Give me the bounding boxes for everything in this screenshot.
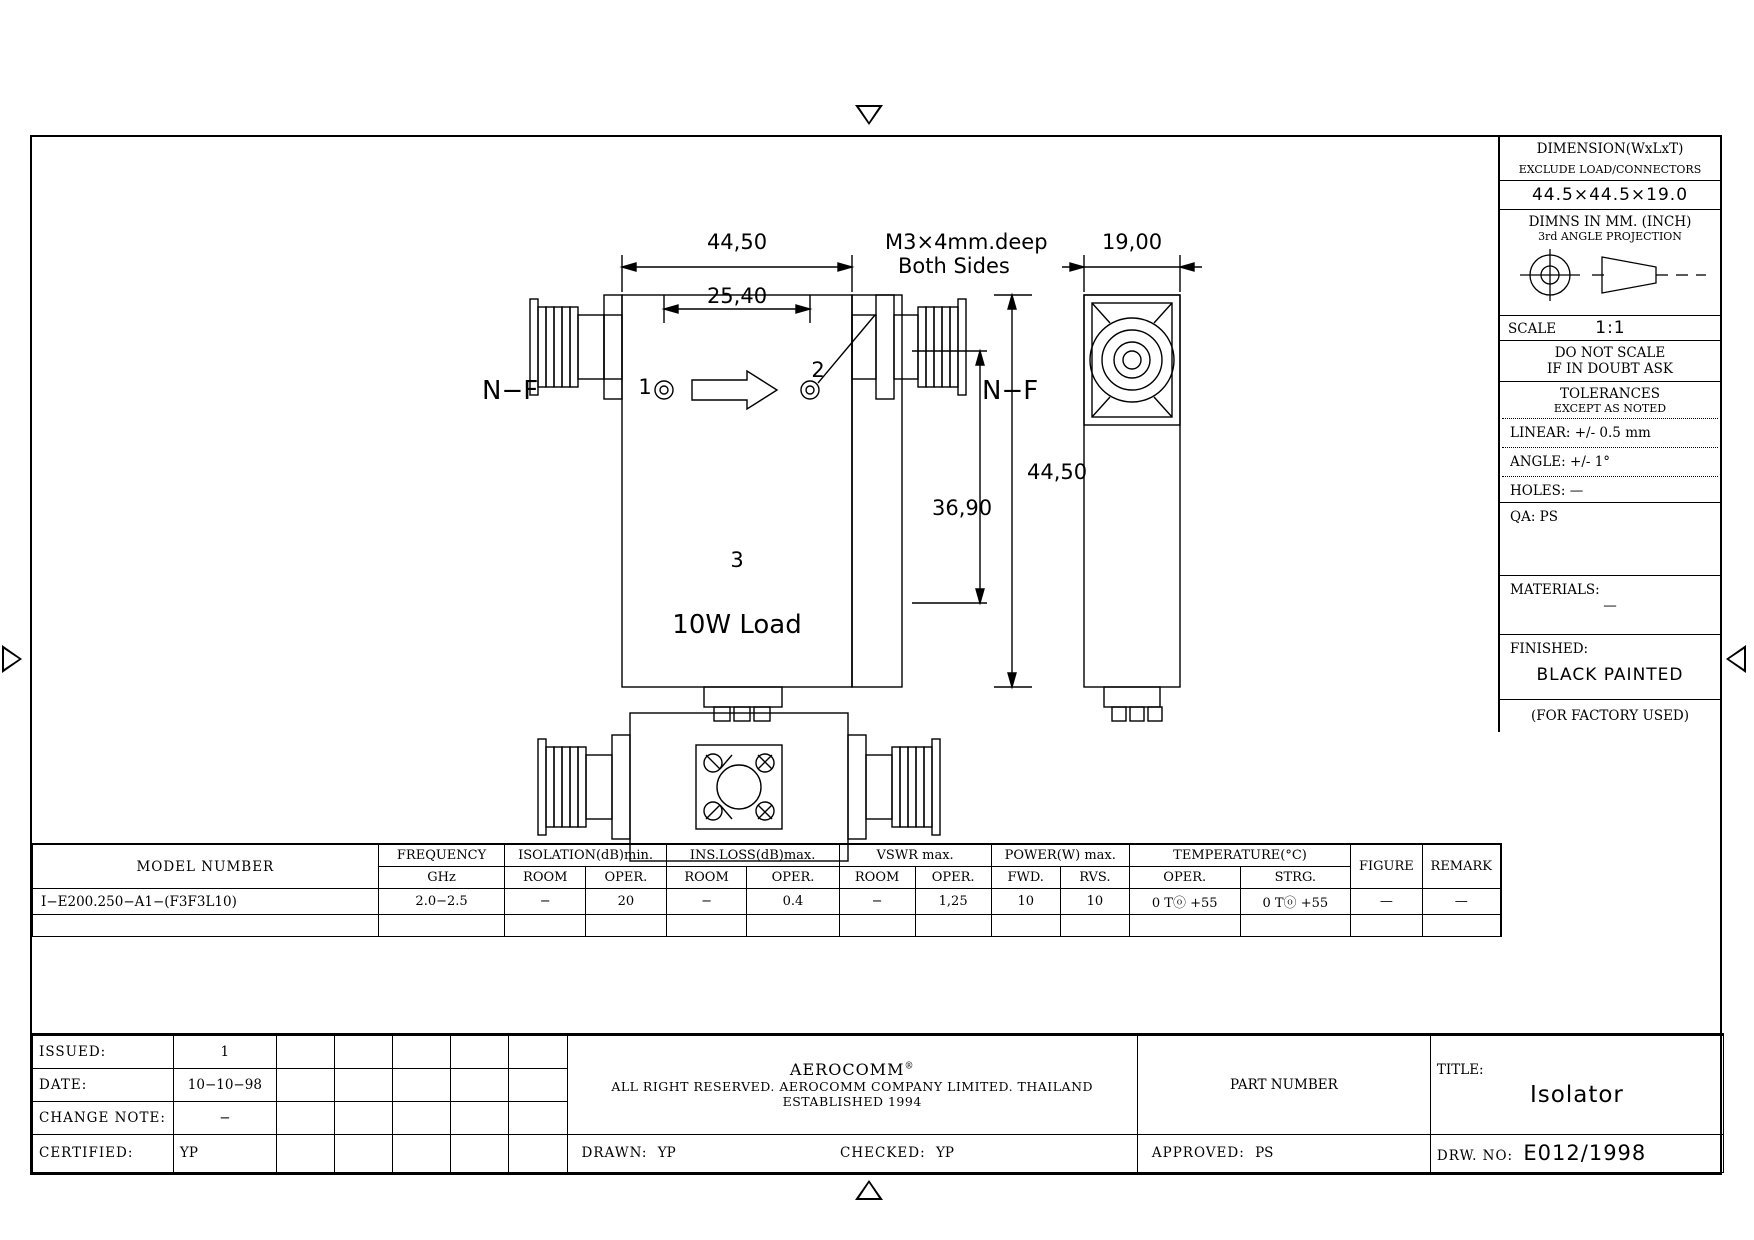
- factory-used-note: (FOR FACTORY USED): [1530, 708, 1690, 724]
- left-connector: [530, 295, 622, 399]
- rev-box-1: [276, 1036, 334, 1069]
- col-power-rvs: RVS.: [1060, 867, 1129, 889]
- approved-label: APPROVED:: [1151, 1145, 1245, 1162]
- col-temp-oper: OPER.: [1129, 867, 1240, 889]
- cell-empty: [839, 915, 915, 937]
- technical-drawing: [32, 137, 1502, 937]
- rev-box-7: [334, 1068, 392, 1101]
- rev-box-14: [451, 1101, 509, 1134]
- drw-no-label: DRW. NO:: [1436, 1148, 1514, 1165]
- tolerance-linear: LINEAR: +/- 0.5 mm: [1510, 425, 1651, 441]
- do-not-scale: DO NOT SCALE: [1554, 345, 1666, 361]
- cell-temp-strg: 0 Tⓞ +55: [1240, 889, 1351, 915]
- port-2-label: 2: [811, 358, 825, 382]
- registered-mark-icon: ®: [904, 1062, 915, 1073]
- drawn-value: YP: [657, 1145, 676, 1162]
- cell-empty: [1351, 915, 1422, 937]
- company-block: [567, 1036, 1137, 1135]
- rev-box-10: [509, 1068, 567, 1101]
- port-1-marker: [655, 381, 673, 399]
- cell-figure: —: [1351, 889, 1422, 915]
- scale-label: SCALE: [1508, 321, 1557, 337]
- cell-model: I−E200.250−A1−(F3F3L10): [33, 889, 379, 915]
- col-insloss-room: ROOM: [666, 867, 747, 889]
- company-name: AEROCOMM: [789, 1060, 905, 1080]
- title-block: [32, 1033, 1724, 1173]
- top-view: [538, 713, 940, 861]
- rev-box-6: [276, 1068, 334, 1101]
- drawing-sheet: [30, 135, 1722, 1175]
- if-in-doubt: IF IN DOUBT ASK: [1547, 361, 1673, 377]
- dim-36-90-label: 36,90: [932, 496, 993, 520]
- col-temp-strg: STRG.: [1240, 867, 1351, 889]
- screw-note-line1: M3×4mm.deep: [885, 230, 1048, 254]
- port-1-label: 1: [638, 375, 652, 399]
- port-2-marker: [801, 381, 819, 399]
- left-connector-label: N−F: [482, 376, 539, 406]
- dim-44-50-right-label: 44,50: [1027, 460, 1088, 484]
- cell-remark: —: [1422, 889, 1500, 915]
- title-block-title: [1430, 1036, 1723, 1135]
- col-model-number: MODEL NUMBER: [33, 845, 379, 889]
- materials-value: —: [1603, 598, 1617, 614]
- specification-table: [32, 843, 1502, 937]
- right-connector-label: N−F: [982, 376, 1039, 406]
- date-value: 10−10−98: [173, 1068, 276, 1101]
- tolerance-angle: ANGLE: +/- 1°: [1510, 454, 1611, 470]
- dim-36-90: [912, 351, 987, 603]
- certified-value: YP: [173, 1134, 276, 1172]
- cell-power-fwd: 10: [991, 889, 1060, 915]
- col-ins-loss: INS.LOSS(dB)max.: [666, 845, 839, 867]
- col-temperature: TEMPERATURE(°C): [1129, 845, 1350, 867]
- screw-note-leader: [818, 315, 875, 383]
- load-stub: [704, 687, 782, 721]
- dimension-header: DIMENSION(WxLxT): [1536, 141, 1684, 157]
- table-row: [33, 889, 1501, 915]
- scale-value: 1:1: [1595, 318, 1626, 338]
- center-tick-right-icon: [1726, 645, 1746, 673]
- issued-value: 1: [173, 1036, 276, 1069]
- col-isolation-room: ROOM: [505, 867, 586, 889]
- col-isolation-oper: OPER.: [586, 867, 667, 889]
- part-number-label: PART NUMBER: [1229, 1076, 1338, 1093]
- cell-empty: [915, 915, 991, 937]
- units-note: DIMNS IN MM. (INCH): [1528, 214, 1692, 230]
- cell-isolation-oper: 20: [586, 889, 667, 915]
- cell-empty: [378, 915, 505, 937]
- cell-frequency: 2.0−2.5: [378, 889, 505, 915]
- rev-box-11: [276, 1101, 334, 1134]
- col-vswr: VSWR max.: [839, 845, 991, 867]
- drw-no-value: E012/1998: [1523, 1141, 1647, 1166]
- col-vswr-oper: OPER.: [915, 867, 991, 889]
- side-view: [1062, 255, 1202, 721]
- cell-empty: [991, 915, 1060, 937]
- cell-empty: [505, 915, 586, 937]
- center-tick-left-icon: [2, 645, 22, 673]
- company-established: ESTABLISHED 1994: [782, 1094, 922, 1110]
- col-insloss-oper: OPER.: [747, 867, 839, 889]
- rev-box-3: [393, 1036, 451, 1069]
- cell-empty: [747, 915, 839, 937]
- projection-note: 3rd ANGLE PROJECTION: [1538, 230, 1682, 243]
- materials-label: MATERIALS:: [1510, 582, 1600, 598]
- company-rights: ALL RIGHT RESERVED. AEROCOMM COMPANY LIMITED. THAILAND: [611, 1079, 1094, 1095]
- tolerances-title: TOLERANCES: [1559, 386, 1661, 402]
- cell-empty: [33, 915, 379, 937]
- rev-box-13: [393, 1101, 451, 1134]
- date-label: DATE:: [33, 1068, 174, 1101]
- part-number-block: [1137, 1036, 1430, 1135]
- rev-box-20: [509, 1134, 567, 1172]
- cell-vswr-room: −: [839, 889, 915, 915]
- screw-note-line2: Both Sides: [898, 254, 1010, 278]
- rev-box-17: [334, 1134, 392, 1172]
- finished-label: FINISHED:: [1510, 641, 1589, 657]
- third-angle-projection-symbol: [1506, 243, 1716, 307]
- approved-field: [1137, 1134, 1430, 1172]
- center-tick-bottom-icon: [855, 1180, 883, 1200]
- cell-temp-oper: 0 Tⓞ +55: [1129, 889, 1240, 915]
- rev-box-2: [334, 1036, 392, 1069]
- drw-no-field: [1430, 1134, 1723, 1172]
- change-note-value: −: [173, 1101, 276, 1134]
- col-isolation: ISOLATION(dB)min.: [505, 845, 666, 867]
- drawn-field: [567, 1134, 1137, 1172]
- dim-44-50-right: [994, 295, 1032, 687]
- certified-label: CERTIFIED:: [33, 1134, 174, 1172]
- rev-box-15: [509, 1101, 567, 1134]
- col-vswr-room: ROOM: [839, 867, 915, 889]
- approved-value: PS: [1255, 1145, 1274, 1162]
- rev-box-5: [509, 1036, 567, 1069]
- center-tick-top-icon: [855, 105, 883, 125]
- cell-empty: [1240, 915, 1351, 937]
- cell-empty: [666, 915, 747, 937]
- rev-box-18: [393, 1134, 451, 1172]
- dim-25-40-label: 25,40: [706, 284, 768, 308]
- finished-value: BLACK PAINTED: [1536, 665, 1684, 685]
- col-figure: FIGURE: [1351, 845, 1422, 889]
- title-value: Isolator: [1530, 1081, 1624, 1108]
- checked-label: CHECKED:: [840, 1145, 926, 1162]
- table-row-empty: [33, 915, 1501, 937]
- col-power-fwd: FWD.: [991, 867, 1060, 889]
- cell-empty: [586, 915, 667, 937]
- right-connector: [852, 295, 966, 399]
- cell-power-rvs: 10: [1060, 889, 1129, 915]
- info-panel: [1498, 137, 1720, 732]
- tolerance-holes: HOLES: —: [1510, 483, 1584, 499]
- cell-empty: [1129, 915, 1240, 937]
- col-frequency: FREQUENCY: [378, 845, 505, 867]
- rev-box-19: [451, 1134, 509, 1172]
- cell-vswr-oper: 1,25: [915, 889, 991, 915]
- cell-empty: [1060, 915, 1129, 937]
- cell-empty: [1422, 915, 1500, 937]
- exclude-note: EXCLUDE LOAD/CONNECTORS: [1518, 163, 1702, 176]
- dimension-value: 44.5×44.5×19.0: [1531, 185, 1689, 205]
- load-label: 10W Load: [672, 610, 802, 640]
- col-frequency-unit: GHz: [378, 867, 505, 889]
- qa-field: QA: PS: [1510, 509, 1558, 525]
- rev-box-12: [334, 1101, 392, 1134]
- rev-box-4: [451, 1036, 509, 1069]
- except-as-noted: EXCEPT AS NOTED: [1553, 402, 1667, 415]
- dim-44-50-top-label: 44,50: [706, 230, 768, 254]
- change-note-label: CHANGE NOTE:: [33, 1101, 174, 1134]
- issued-label: ISSUED:: [33, 1036, 174, 1069]
- drawn-label: DRAWN:: [581, 1145, 648, 1162]
- col-power: POWER(W) max.: [991, 845, 1129, 867]
- checked-value: YP: [935, 1145, 954, 1162]
- dim-19-00-label: 19,00: [1101, 230, 1163, 254]
- flow-arrow-icon: [692, 371, 777, 409]
- cell-insloss-oper: 0.4: [747, 889, 839, 915]
- cell-isolation-room: −: [505, 889, 586, 915]
- port-3-label: 3: [730, 548, 744, 572]
- col-remark: REMARK: [1422, 845, 1500, 889]
- rev-box-8: [393, 1068, 451, 1101]
- rev-box-9: [451, 1068, 509, 1101]
- title-label: TITLE:: [1436, 1061, 1484, 1078]
- cell-insloss-room: −: [666, 889, 747, 915]
- rev-box-16: [276, 1134, 334, 1172]
